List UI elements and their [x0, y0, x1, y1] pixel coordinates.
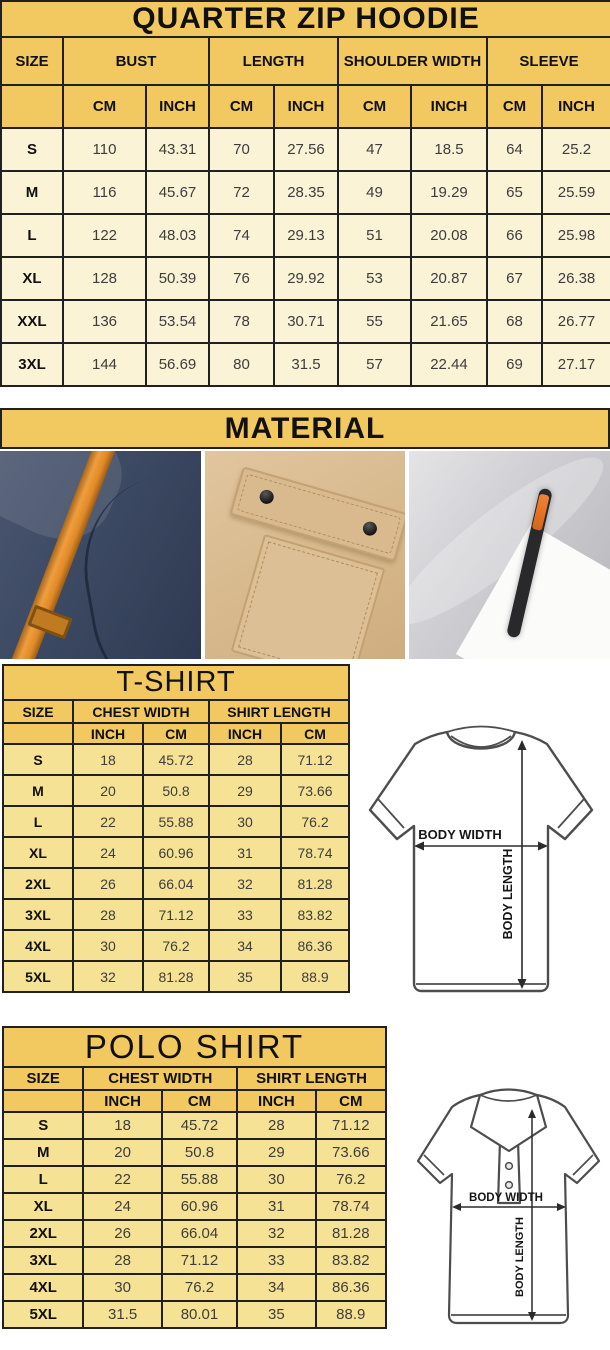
hoodie-header-size: SIZE	[1, 37, 63, 85]
value-cell: 20	[73, 775, 143, 806]
value-cell: 50.8	[143, 775, 209, 806]
hoodie-table-title: QUARTER ZIP HOODIE	[1, 1, 610, 37]
table-row	[1, 257, 610, 300]
value-cell: 22.44	[411, 343, 487, 386]
value-cell: 71.12	[143, 899, 209, 930]
hoodie-size-table	[0, 0, 610, 387]
value-cell: 60.96	[162, 1193, 237, 1220]
value-cell: 24	[83, 1193, 161, 1220]
size-cell: 2XL	[3, 868, 73, 899]
tshirt-header-empty	[3, 723, 73, 744]
value-cell: 28	[209, 744, 281, 775]
unit-header: CM	[487, 85, 542, 128]
value-cell: 81.28	[143, 961, 209, 992]
value-cell: 50.8	[162, 1139, 237, 1166]
body-length-label: BODY LENGTH	[501, 848, 515, 940]
value-cell: 29.13	[274, 214, 338, 257]
table-row	[3, 868, 349, 899]
material-section-title: MATERIAL	[0, 408, 610, 449]
value-cell: 30	[237, 1166, 315, 1193]
tshirt-header-size: SIZE	[3, 700, 73, 723]
unit-header: INCH	[83, 1090, 161, 1112]
value-cell: 18.5	[411, 128, 487, 171]
value-cell: 66.04	[143, 868, 209, 899]
table-row	[3, 1139, 386, 1166]
table-row	[3, 837, 349, 868]
value-cell: 57	[338, 343, 411, 386]
value-cell: 28	[237, 1112, 315, 1139]
value-cell: 51	[338, 214, 411, 257]
tshirt-header-shirt-length: SHIRT LENGTH	[209, 700, 349, 723]
value-cell: 144	[63, 343, 146, 386]
polo-header-chest-width: CHEST WIDTH	[83, 1067, 237, 1090]
size-cell: L	[1, 214, 63, 257]
table-row	[1, 300, 610, 343]
value-cell: 65	[487, 171, 542, 214]
value-cell: 29	[209, 775, 281, 806]
material-photo-gray-zipper	[409, 451, 610, 659]
polo-header-shirt-length: SHIRT LENGTH	[237, 1067, 386, 1090]
value-cell: 80.01	[162, 1301, 237, 1328]
hoodie-header-empty	[1, 85, 63, 128]
size-cell: S	[1, 128, 63, 171]
size-cell: S	[3, 744, 73, 775]
value-cell: 28	[73, 899, 143, 930]
table-row	[3, 806, 349, 837]
value-cell: 32	[209, 868, 281, 899]
value-cell: 72	[209, 171, 274, 214]
body-length-label: BODY LENGTH	[514, 1217, 526, 1297]
size-cell: 3XL	[3, 899, 73, 930]
value-cell: 74	[209, 214, 274, 257]
value-cell: 47	[338, 128, 411, 171]
value-cell: 21.65	[411, 300, 487, 343]
table-row	[3, 1193, 386, 1220]
value-cell: 24	[73, 837, 143, 868]
size-cell: 3XL	[3, 1247, 83, 1274]
value-cell: 26.38	[542, 257, 610, 300]
size-cell: 3XL	[1, 343, 63, 386]
value-cell: 32	[237, 1220, 315, 1247]
unit-header: INCH	[146, 85, 209, 128]
value-cell: 86.36	[281, 930, 349, 961]
value-cell: 35	[237, 1301, 315, 1328]
value-cell: 71.12	[281, 744, 349, 775]
value-cell: 31.5	[83, 1301, 161, 1328]
value-cell: 70	[209, 128, 274, 171]
value-cell: 67	[487, 257, 542, 300]
size-cell: M	[1, 171, 63, 214]
value-cell: 55.88	[143, 806, 209, 837]
value-cell: 27.56	[274, 128, 338, 171]
table-row	[3, 775, 349, 806]
value-cell: 43.31	[146, 128, 209, 171]
hoodie-header-bust: BUST	[63, 37, 209, 85]
value-cell: 110	[63, 128, 146, 171]
table-row	[3, 1301, 386, 1328]
body-width-label: BODY WIDTH	[418, 827, 502, 842]
size-cell: 4XL	[3, 930, 73, 961]
value-cell: 30	[83, 1274, 161, 1301]
hoodie-header-sleeve: SLEEVE	[487, 37, 610, 85]
value-cell: 71.12	[162, 1247, 237, 1274]
unit-header: CM	[143, 723, 209, 744]
size-cell: 5XL	[3, 961, 73, 992]
value-cell: 68	[487, 300, 542, 343]
unit-header: INCH	[73, 723, 143, 744]
value-cell: 20	[83, 1139, 161, 1166]
value-cell: 76.2	[316, 1166, 386, 1193]
table-row	[1, 128, 610, 171]
size-cell: XL	[1, 257, 63, 300]
value-cell: 69	[487, 343, 542, 386]
material-photo-strip	[0, 451, 610, 659]
value-cell: 81.28	[281, 868, 349, 899]
value-cell: 73.66	[316, 1139, 386, 1166]
value-cell: 76.2	[162, 1274, 237, 1301]
table-row	[3, 899, 349, 930]
hoodie-header-shoulder-width: SHOULDER WIDTH	[338, 37, 487, 85]
value-cell: 26	[73, 868, 143, 899]
table-row	[3, 1112, 386, 1139]
value-cell: 76.2	[281, 806, 349, 837]
value-cell: 78.74	[281, 837, 349, 868]
snap-button	[361, 520, 378, 537]
table-row	[3, 1166, 386, 1193]
tshirt-header-chest-width: CHEST WIDTH	[73, 700, 209, 723]
value-cell: 28	[83, 1247, 161, 1274]
value-cell: 20.08	[411, 214, 487, 257]
value-cell: 29.92	[274, 257, 338, 300]
size-cell: L	[3, 806, 73, 837]
size-cell: XXL	[1, 300, 63, 343]
value-cell: 78	[209, 300, 274, 343]
value-cell: 53	[338, 257, 411, 300]
polo-size-table	[2, 1026, 387, 1329]
value-cell: 30.71	[274, 300, 338, 343]
size-cell: 4XL	[3, 1274, 83, 1301]
value-cell: 83.82	[281, 899, 349, 930]
value-cell: 55.88	[162, 1166, 237, 1193]
unit-header: CM	[281, 723, 349, 744]
value-cell: 33	[209, 899, 281, 930]
unit-header: CM	[63, 85, 146, 128]
polo-header-size: SIZE	[3, 1067, 83, 1090]
value-cell: 66	[487, 214, 542, 257]
value-cell: 22	[83, 1166, 161, 1193]
value-cell: 30	[73, 930, 143, 961]
value-cell: 20.87	[411, 257, 487, 300]
value-cell: 64	[487, 128, 542, 171]
value-cell: 45.72	[143, 744, 209, 775]
value-cell: 26	[83, 1220, 161, 1247]
value-cell: 50.39	[146, 257, 209, 300]
size-cell: XL	[3, 837, 73, 868]
size-cell: XL	[3, 1193, 83, 1220]
size-cell: 5XL	[3, 1301, 83, 1328]
size-cell: M	[3, 775, 73, 806]
value-cell: 45.67	[146, 171, 209, 214]
value-cell: 33	[237, 1247, 315, 1274]
value-cell: 71.12	[316, 1112, 386, 1139]
table-row	[3, 961, 349, 992]
value-cell: 55	[338, 300, 411, 343]
value-cell: 73.66	[281, 775, 349, 806]
material-photo-navy-strap	[0, 451, 201, 659]
unit-header: INCH	[274, 85, 338, 128]
unit-header: INCH	[542, 85, 610, 128]
size-cell: M	[3, 1139, 83, 1166]
value-cell: 88.9	[281, 961, 349, 992]
value-cell: 31	[209, 837, 281, 868]
unit-header: INCH	[411, 85, 487, 128]
polo-table-title: POLO SHIRT	[3, 1027, 386, 1067]
value-cell: 35	[209, 961, 281, 992]
value-cell: 31.5	[274, 343, 338, 386]
value-cell: 78.74	[316, 1193, 386, 1220]
value-cell: 76	[209, 257, 274, 300]
table-row	[3, 1247, 386, 1274]
tshirt-table-title: T-SHIRT	[3, 665, 349, 700]
value-cell: 45.72	[162, 1112, 237, 1139]
value-cell: 18	[83, 1112, 161, 1139]
table-row	[1, 214, 610, 257]
value-cell: 86.36	[316, 1274, 386, 1301]
value-cell: 88.9	[316, 1301, 386, 1328]
value-cell: 22	[73, 806, 143, 837]
unit-header: INCH	[209, 723, 281, 744]
table-row	[3, 1220, 386, 1247]
value-cell: 76.2	[143, 930, 209, 961]
value-cell: 122	[63, 214, 146, 257]
unit-header: CM	[316, 1090, 386, 1112]
value-cell: 116	[63, 171, 146, 214]
value-cell: 25.98	[542, 214, 610, 257]
value-cell: 136	[63, 300, 146, 343]
unit-header: INCH	[237, 1090, 315, 1112]
table-row	[3, 744, 349, 775]
tshirt-measurement-diagram	[350, 698, 608, 1012]
value-cell: 80	[209, 343, 274, 386]
value-cell: 32	[73, 961, 143, 992]
value-cell: 34	[237, 1274, 315, 1301]
value-cell: 18	[73, 744, 143, 775]
table-row	[1, 343, 610, 386]
value-cell: 27.17	[542, 343, 610, 386]
value-cell: 49	[338, 171, 411, 214]
snap-button	[258, 488, 275, 505]
polo-header-empty	[3, 1090, 83, 1112]
value-cell: 30	[209, 806, 281, 837]
value-cell: 25.2	[542, 128, 610, 171]
value-cell: 28.35	[274, 171, 338, 214]
value-cell: 83.82	[316, 1247, 386, 1274]
unit-header: CM	[162, 1090, 237, 1112]
size-cell: S	[3, 1112, 83, 1139]
hoodie-header-length: LENGTH	[209, 37, 338, 85]
value-cell: 128	[63, 257, 146, 300]
size-cell: L	[3, 1166, 83, 1193]
tshirt-size-table	[2, 664, 350, 993]
value-cell: 29	[237, 1139, 315, 1166]
value-cell: 19.29	[411, 171, 487, 214]
value-cell: 53.54	[146, 300, 209, 343]
value-cell: 81.28	[316, 1220, 386, 1247]
polo-measurement-diagram	[392, 1063, 608, 1347]
material-photo-khaki-pocket	[205, 451, 406, 659]
unit-header: CM	[209, 85, 274, 128]
value-cell: 66.04	[162, 1220, 237, 1247]
table-row	[3, 1274, 386, 1301]
value-cell: 48.03	[146, 214, 209, 257]
value-cell: 34	[209, 930, 281, 961]
table-row	[1, 171, 610, 214]
table-row	[3, 930, 349, 961]
size-cell: 2XL	[3, 1220, 83, 1247]
value-cell: 26.77	[542, 300, 610, 343]
value-cell: 56.69	[146, 343, 209, 386]
body-width-label: BODY WIDTH	[469, 1192, 543, 1204]
value-cell: 31	[237, 1193, 315, 1220]
value-cell: 60.96	[143, 837, 209, 868]
unit-header: CM	[338, 85, 411, 128]
value-cell: 25.59	[542, 171, 610, 214]
